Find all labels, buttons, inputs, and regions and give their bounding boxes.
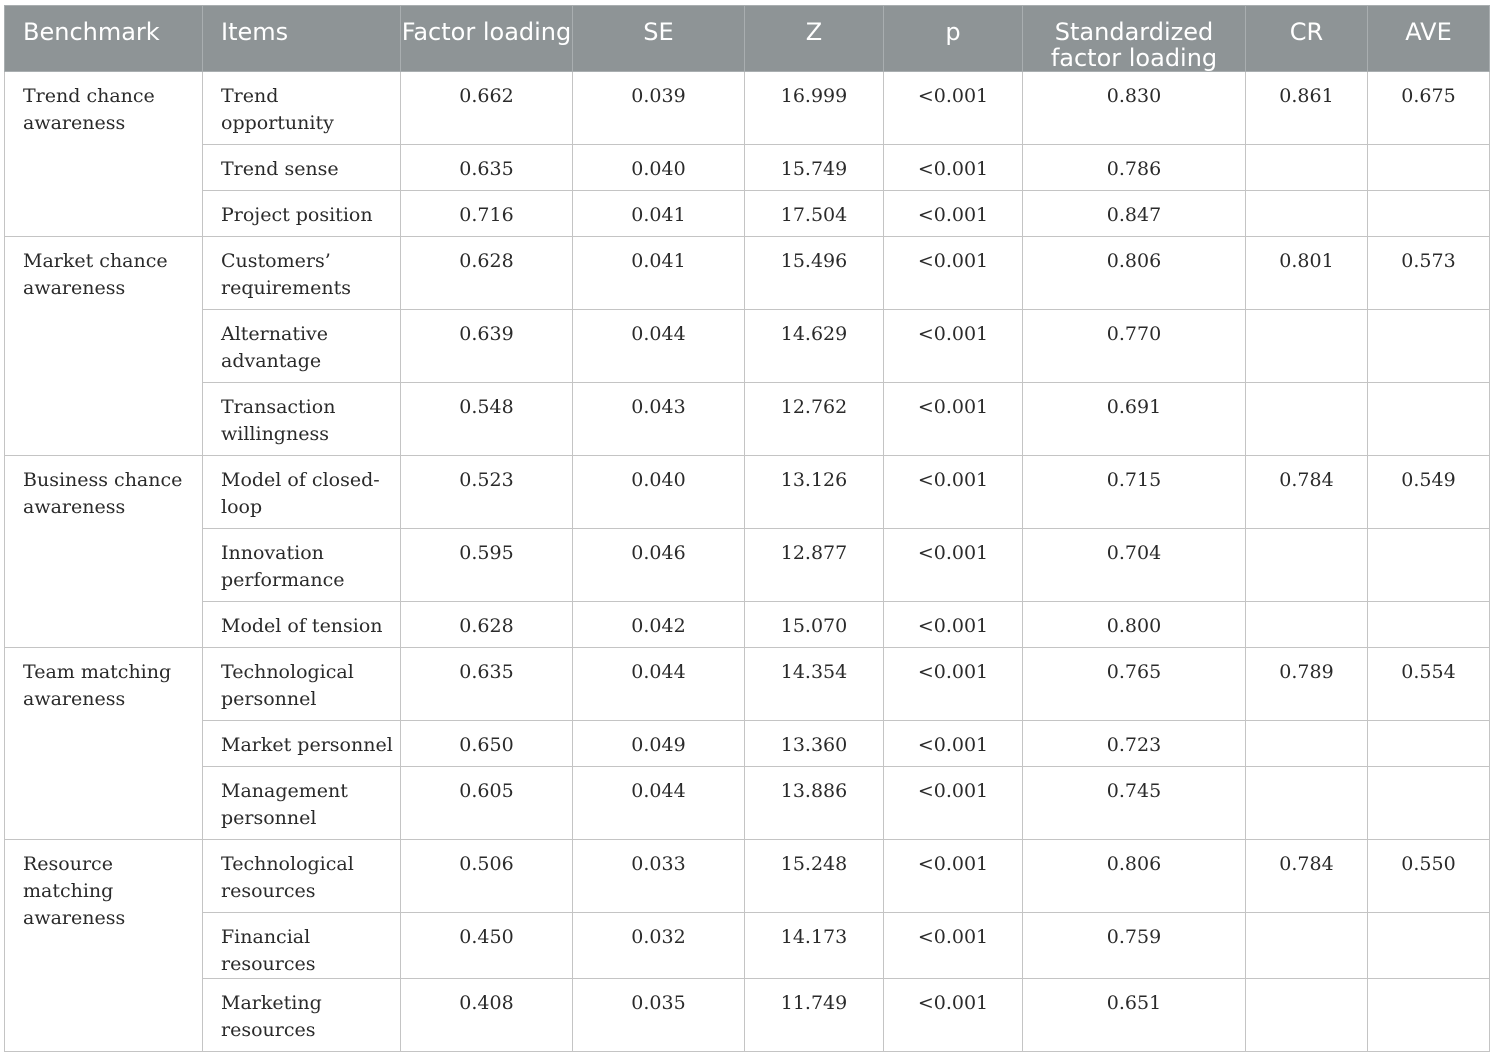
z-cell: 14.629: [745, 310, 884, 383]
standardized-loading-cell: 0.800: [1023, 602, 1246, 648]
p-cell: <0.001: [884, 529, 1023, 602]
p-cell: <0.001: [884, 310, 1023, 383]
factor-loading-cell: 0.595: [401, 529, 573, 602]
se-cell: 0.032: [573, 913, 745, 979]
ave-cell-empty: [1368, 913, 1490, 979]
cr-cell: 0.784: [1246, 456, 1368, 529]
p-cell: <0.001: [884, 767, 1023, 840]
standardized-loading-cell: 0.806: [1023, 237, 1246, 310]
factor-loading-cell: 0.450: [401, 913, 573, 979]
header-benchmark: Benchmark: [5, 6, 203, 72]
table-row: [5, 840, 1490, 913]
p-cell: <0.001: [884, 145, 1023, 191]
factor-loading-cell: 0.506: [401, 840, 573, 913]
z-cell: 11.749: [745, 979, 884, 1052]
benchmark-cell: Business chance awareness: [5, 456, 203, 648]
cr-cell-empty: [1246, 310, 1368, 383]
table-row: [5, 529, 1490, 602]
ave-cell-empty: [1368, 767, 1490, 840]
standardized-loading-cell: 0.847: [1023, 191, 1246, 237]
cr-cell: 0.789: [1246, 648, 1368, 721]
se-cell: 0.039: [573, 72, 745, 145]
item-cell: Project position: [203, 191, 401, 237]
cr-cell: 0.801: [1246, 237, 1368, 310]
ave-cell-empty: [1368, 191, 1490, 237]
standardized-loading-cell: 0.765: [1023, 648, 1246, 721]
z-cell: 15.070: [745, 602, 884, 648]
z-cell: 14.173: [745, 913, 884, 979]
standardized-loading-cell: 0.786: [1023, 145, 1246, 191]
se-cell: 0.033: [573, 840, 745, 913]
factor-loading-cell: 0.639: [401, 310, 573, 383]
factor-loading-cell: 0.548: [401, 383, 573, 456]
z-cell: 15.749: [745, 145, 884, 191]
table-row: [5, 913, 1490, 979]
cr-cell-empty: [1246, 383, 1368, 456]
ave-cell: 0.573: [1368, 237, 1490, 310]
factor-loading-cell: 0.523: [401, 456, 573, 529]
z-cell: 14.354: [745, 648, 884, 721]
factor-loading-cell: 0.628: [401, 237, 573, 310]
table-row: [5, 648, 1490, 721]
ave-cell-empty: [1368, 602, 1490, 648]
factor-loading-cell: 0.716: [401, 191, 573, 237]
table-body: [5, 72, 1490, 1052]
cr-cell-empty: [1246, 145, 1368, 191]
factor-loading-cell: 0.635: [401, 648, 573, 721]
standardized-loading-cell: 0.704: [1023, 529, 1246, 602]
p-cell: <0.001: [884, 648, 1023, 721]
cr-cell-empty: [1246, 721, 1368, 767]
standardized-loading-cell: 0.830: [1023, 72, 1246, 145]
se-cell: 0.041: [573, 191, 745, 237]
se-cell: 0.044: [573, 648, 745, 721]
ave-cell: 0.554: [1368, 648, 1490, 721]
standardized-loading-cell: 0.723: [1023, 721, 1246, 767]
p-cell: <0.001: [884, 840, 1023, 913]
se-cell: 0.035: [573, 979, 745, 1052]
ave-cell-empty: [1368, 383, 1490, 456]
item-cell: Customers’ requirements: [203, 237, 401, 310]
factor-analysis-table: [4, 5, 1490, 1052]
table-row: [5, 191, 1490, 237]
table-row: [5, 721, 1490, 767]
standardized-loading-cell: 0.651: [1023, 979, 1246, 1052]
table-row: [5, 237, 1490, 310]
ave-cell-empty: [1368, 979, 1490, 1052]
standardized-loading-cell: 0.759: [1023, 913, 1246, 979]
item-cell: Trend sense: [203, 145, 401, 191]
se-cell: 0.040: [573, 456, 745, 529]
benchmark-cell: Market chance awareness: [5, 237, 203, 456]
item-cell: Model of tension: [203, 602, 401, 648]
se-cell: 0.046: [573, 529, 745, 602]
z-cell: 16.999: [745, 72, 884, 145]
table-row: [5, 767, 1490, 840]
table-row: [5, 72, 1490, 145]
p-cell: <0.001: [884, 237, 1023, 310]
ave-cell-empty: [1368, 721, 1490, 767]
cr-cell: 0.861: [1246, 72, 1368, 145]
cr-cell-empty: [1246, 602, 1368, 648]
ave-cell-empty: [1368, 529, 1490, 602]
header-row: [5, 6, 1490, 72]
ave-cell: 0.675: [1368, 72, 1490, 145]
benchmark-cell: Resource matching awareness: [5, 840, 203, 1052]
p-cell: <0.001: [884, 721, 1023, 767]
z-cell: 13.126: [745, 456, 884, 529]
p-cell: <0.001: [884, 72, 1023, 145]
z-cell: 12.877: [745, 529, 884, 602]
z-cell: 17.504: [745, 191, 884, 237]
header-p: p: [884, 6, 1023, 72]
item-cell: Transaction willingness: [203, 383, 401, 456]
item-cell: Alternative advantage: [203, 310, 401, 383]
factor-loading-cell: 0.650: [401, 721, 573, 767]
standardized-loading-cell: 0.715: [1023, 456, 1246, 529]
item-cell: Marketing resources: [203, 979, 401, 1052]
table-row: [5, 456, 1490, 529]
se-cell: 0.049: [573, 721, 745, 767]
header-items: Items: [203, 6, 401, 72]
se-cell: 0.041: [573, 237, 745, 310]
item-cell: Trend opportunity: [203, 72, 401, 145]
cr-cell-empty: [1246, 913, 1368, 979]
ave-cell-empty: [1368, 145, 1490, 191]
standardized-loading-cell: 0.745: [1023, 767, 1246, 840]
p-cell: <0.001: [884, 979, 1023, 1052]
cr-cell-empty: [1246, 191, 1368, 237]
z-cell: 13.886: [745, 767, 884, 840]
p-cell: <0.001: [884, 602, 1023, 648]
benchmark-cell: Trend chance awareness: [5, 72, 203, 237]
cr-cell-empty: [1246, 979, 1368, 1052]
header-z: Z: [745, 6, 884, 72]
factor-loading-cell: 0.628: [401, 602, 573, 648]
item-cell: Management personnel: [203, 767, 401, 840]
p-cell: <0.001: [884, 913, 1023, 979]
se-cell: 0.044: [573, 310, 745, 383]
item-cell: Model of closed-loop: [203, 456, 401, 529]
se-cell: 0.042: [573, 602, 745, 648]
factor-loading-cell: 0.662: [401, 72, 573, 145]
table-row: [5, 145, 1490, 191]
z-cell: 12.762: [745, 383, 884, 456]
ave-cell-empty: [1368, 310, 1490, 383]
header-standardized-factor-loading: Standardized factor loading: [1023, 6, 1246, 72]
item-cell: Financial resources: [203, 913, 401, 979]
z-cell: 15.496: [745, 237, 884, 310]
standardized-loading-cell: 0.770: [1023, 310, 1246, 383]
table-row: [5, 310, 1490, 383]
cr-cell-empty: [1246, 529, 1368, 602]
item-cell: Market personnel: [203, 721, 401, 767]
benchmark-cell: Team matching awareness: [5, 648, 203, 840]
header-ave: AVE: [1368, 6, 1490, 72]
factor-loading-cell: 0.635: [401, 145, 573, 191]
item-cell: Technological personnel: [203, 648, 401, 721]
se-cell: 0.040: [573, 145, 745, 191]
z-cell: 15.248: [745, 840, 884, 913]
ave-cell: 0.550: [1368, 840, 1490, 913]
table-row: [5, 602, 1490, 648]
header-se: SE: [573, 6, 745, 72]
header-factor-loading: Factor loading: [401, 6, 573, 72]
se-cell: 0.044: [573, 767, 745, 840]
table-row: [5, 383, 1490, 456]
p-cell: <0.001: [884, 456, 1023, 529]
z-cell: 13.360: [745, 721, 884, 767]
se-cell: 0.043: [573, 383, 745, 456]
ave-cell: 0.549: [1368, 456, 1490, 529]
item-cell: Innovation performance: [203, 529, 401, 602]
item-cell: Technological resources: [203, 840, 401, 913]
cr-cell: 0.784: [1246, 840, 1368, 913]
factor-loading-cell: 0.605: [401, 767, 573, 840]
factor-loading-cell: 0.408: [401, 979, 573, 1052]
cr-cell-empty: [1246, 767, 1368, 840]
p-cell: <0.001: [884, 191, 1023, 237]
table-row: [5, 979, 1490, 1052]
p-cell: <0.001: [884, 383, 1023, 456]
standardized-loading-cell: 0.806: [1023, 840, 1246, 913]
header-cr: CR: [1246, 6, 1368, 72]
standardized-loading-cell: 0.691: [1023, 383, 1246, 456]
